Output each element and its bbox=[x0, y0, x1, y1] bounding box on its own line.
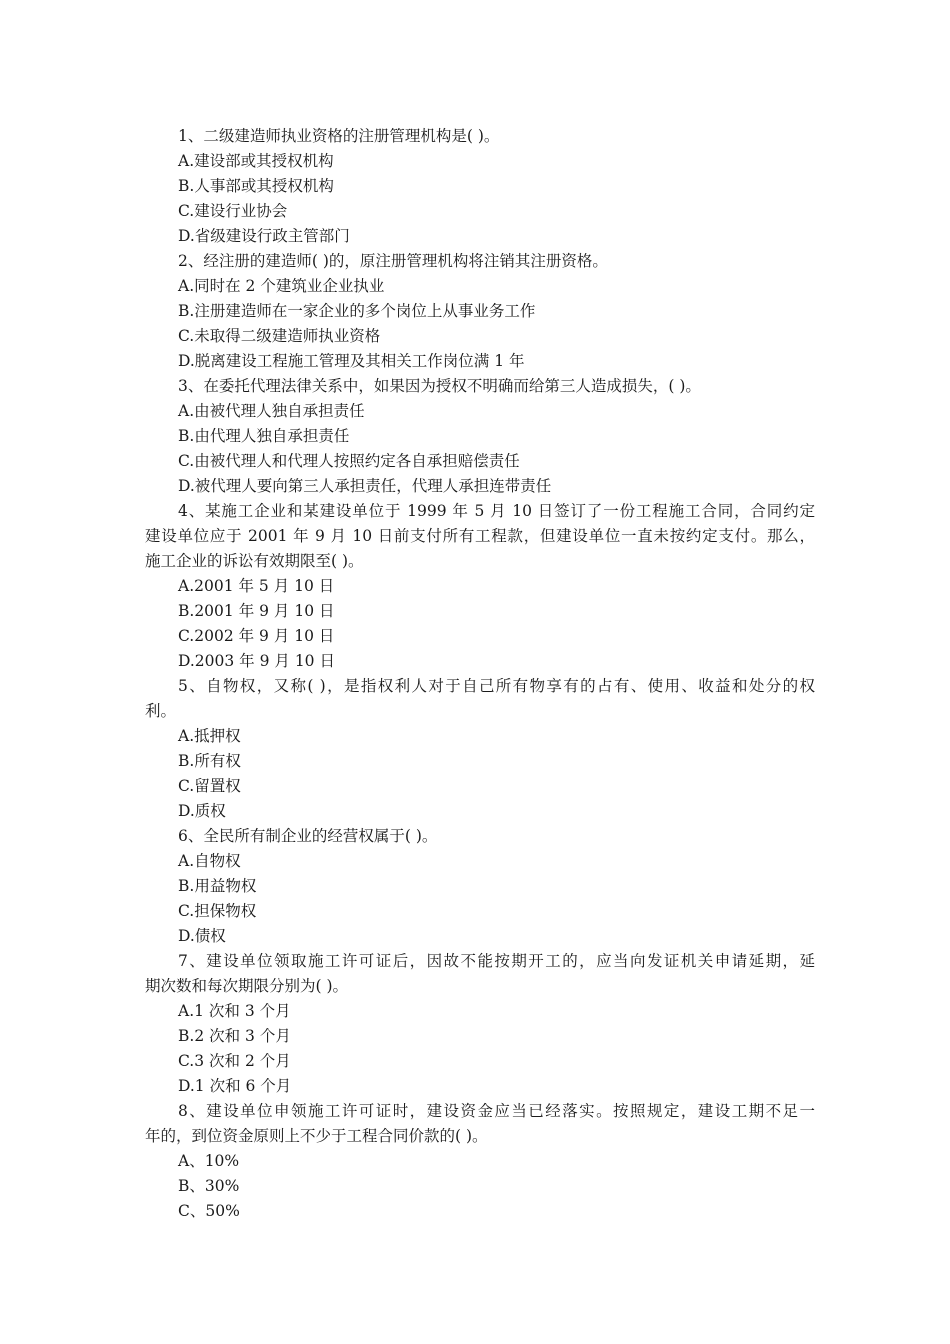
question-stem: 4、某施工企业和某建设单位于 1999 年 5 月 10 日签订了一份工程施工合同，合同约定 bbox=[178, 502, 815, 520]
answer-option: A.由被代理人独自承担责任 bbox=[178, 402, 365, 420]
answer-option: C.建设行业协会 bbox=[178, 202, 288, 220]
answer-option: D.2003 年 9 月 10 日 bbox=[178, 652, 335, 670]
answer-option: A.自物权 bbox=[178, 852, 241, 870]
question-stem: 6、全民所有制企业的经营权属于( )。 bbox=[178, 827, 438, 845]
question-stem: 3、在委托代理法律关系中，如果因为授权不明确而给第三人造成损失，( )。 bbox=[178, 377, 701, 395]
answer-option: C.3 次和 2 个月 bbox=[178, 1052, 291, 1070]
answer-option: A.建设部或其授权机构 bbox=[178, 152, 334, 170]
answer-option: D.债权 bbox=[178, 927, 226, 945]
answer-option: B.由代理人独自承担责任 bbox=[178, 427, 350, 445]
answer-option: C、50% bbox=[178, 1202, 240, 1220]
answer-option: C.担保物权 bbox=[178, 902, 257, 920]
answer-option: D.被代理人要向第三人承担责任，代理人承担连带责任 bbox=[178, 477, 552, 495]
answer-option: A.2001 年 5 月 10 日 bbox=[178, 577, 335, 595]
answer-option: B.2 次和 3 个月 bbox=[178, 1027, 291, 1045]
answer-option: B.2001 年 9 月 10 日 bbox=[178, 602, 335, 620]
answer-option: C.未取得二级建造师执业资格 bbox=[178, 327, 381, 345]
answer-option: C.2002 年 9 月 10 日 bbox=[178, 627, 335, 645]
question-stem-continued: 期次数和每次期限分别为( )。 bbox=[145, 977, 349, 995]
question-stem: 8、建设单位申领施工许可证时，建设资金应当已经落实。按照规定，建设工期不足一 bbox=[178, 1102, 815, 1120]
question-stem: 7、建设单位领取施工许可证后，因故不能按期开工的，应当向发证机关申请延期，延 bbox=[178, 952, 815, 970]
question-stem: 1、二级建造师执业资格的注册管理机构是( )。 bbox=[178, 127, 500, 145]
question-stem-continued: 建设单位应于 2001 年 9 月 10 日前支付所有工程款，但建设单位一直未按约定支付。那么， bbox=[145, 527, 815, 545]
answer-option: A、10% bbox=[178, 1152, 240, 1170]
question-stem-continued: 年的，到位资金原则上不少于工程合同价款的( )。 bbox=[145, 1127, 488, 1145]
answer-option: D.省级建设行政主管部门 bbox=[178, 227, 350, 245]
question-stem-continued: 施工企业的诉讼有效期限至( )。 bbox=[145, 552, 364, 570]
question-stem: 5、自物权，又称( )，是指权利人对于自己所有物享有的占有、使用、收益和处分的权 bbox=[178, 677, 815, 695]
answer-option: B.注册建造师在一家企业的多个岗位上从事业务工作 bbox=[178, 302, 536, 320]
answer-option: D.质权 bbox=[178, 802, 226, 820]
question-stem: 2、经注册的建造师( )的，原注册管理机构将注销其注册资格。 bbox=[178, 252, 608, 270]
answer-option: A.同时在 2 个建筑业企业执业 bbox=[178, 277, 385, 295]
answer-option: D.脱离建设工程施工管理及其相关工作岗位满 1 年 bbox=[178, 352, 525, 370]
answer-option: B、30% bbox=[178, 1177, 240, 1195]
answer-option: D.1 次和 6 个月 bbox=[178, 1077, 292, 1095]
answer-option: A.抵押权 bbox=[178, 727, 241, 745]
answer-option: C.留置权 bbox=[178, 777, 241, 795]
answer-option: B.所有权 bbox=[178, 752, 241, 770]
answer-option: B.人事部或其授权机构 bbox=[178, 177, 334, 195]
answer-option: B.用益物权 bbox=[178, 877, 257, 895]
answer-option: A.1 次和 3 个月 bbox=[178, 1002, 291, 1020]
answer-option: C.由被代理人和代理人按照约定各自承担赔偿责任 bbox=[178, 452, 520, 470]
question-stem-continued: 利。 bbox=[145, 702, 177, 720]
